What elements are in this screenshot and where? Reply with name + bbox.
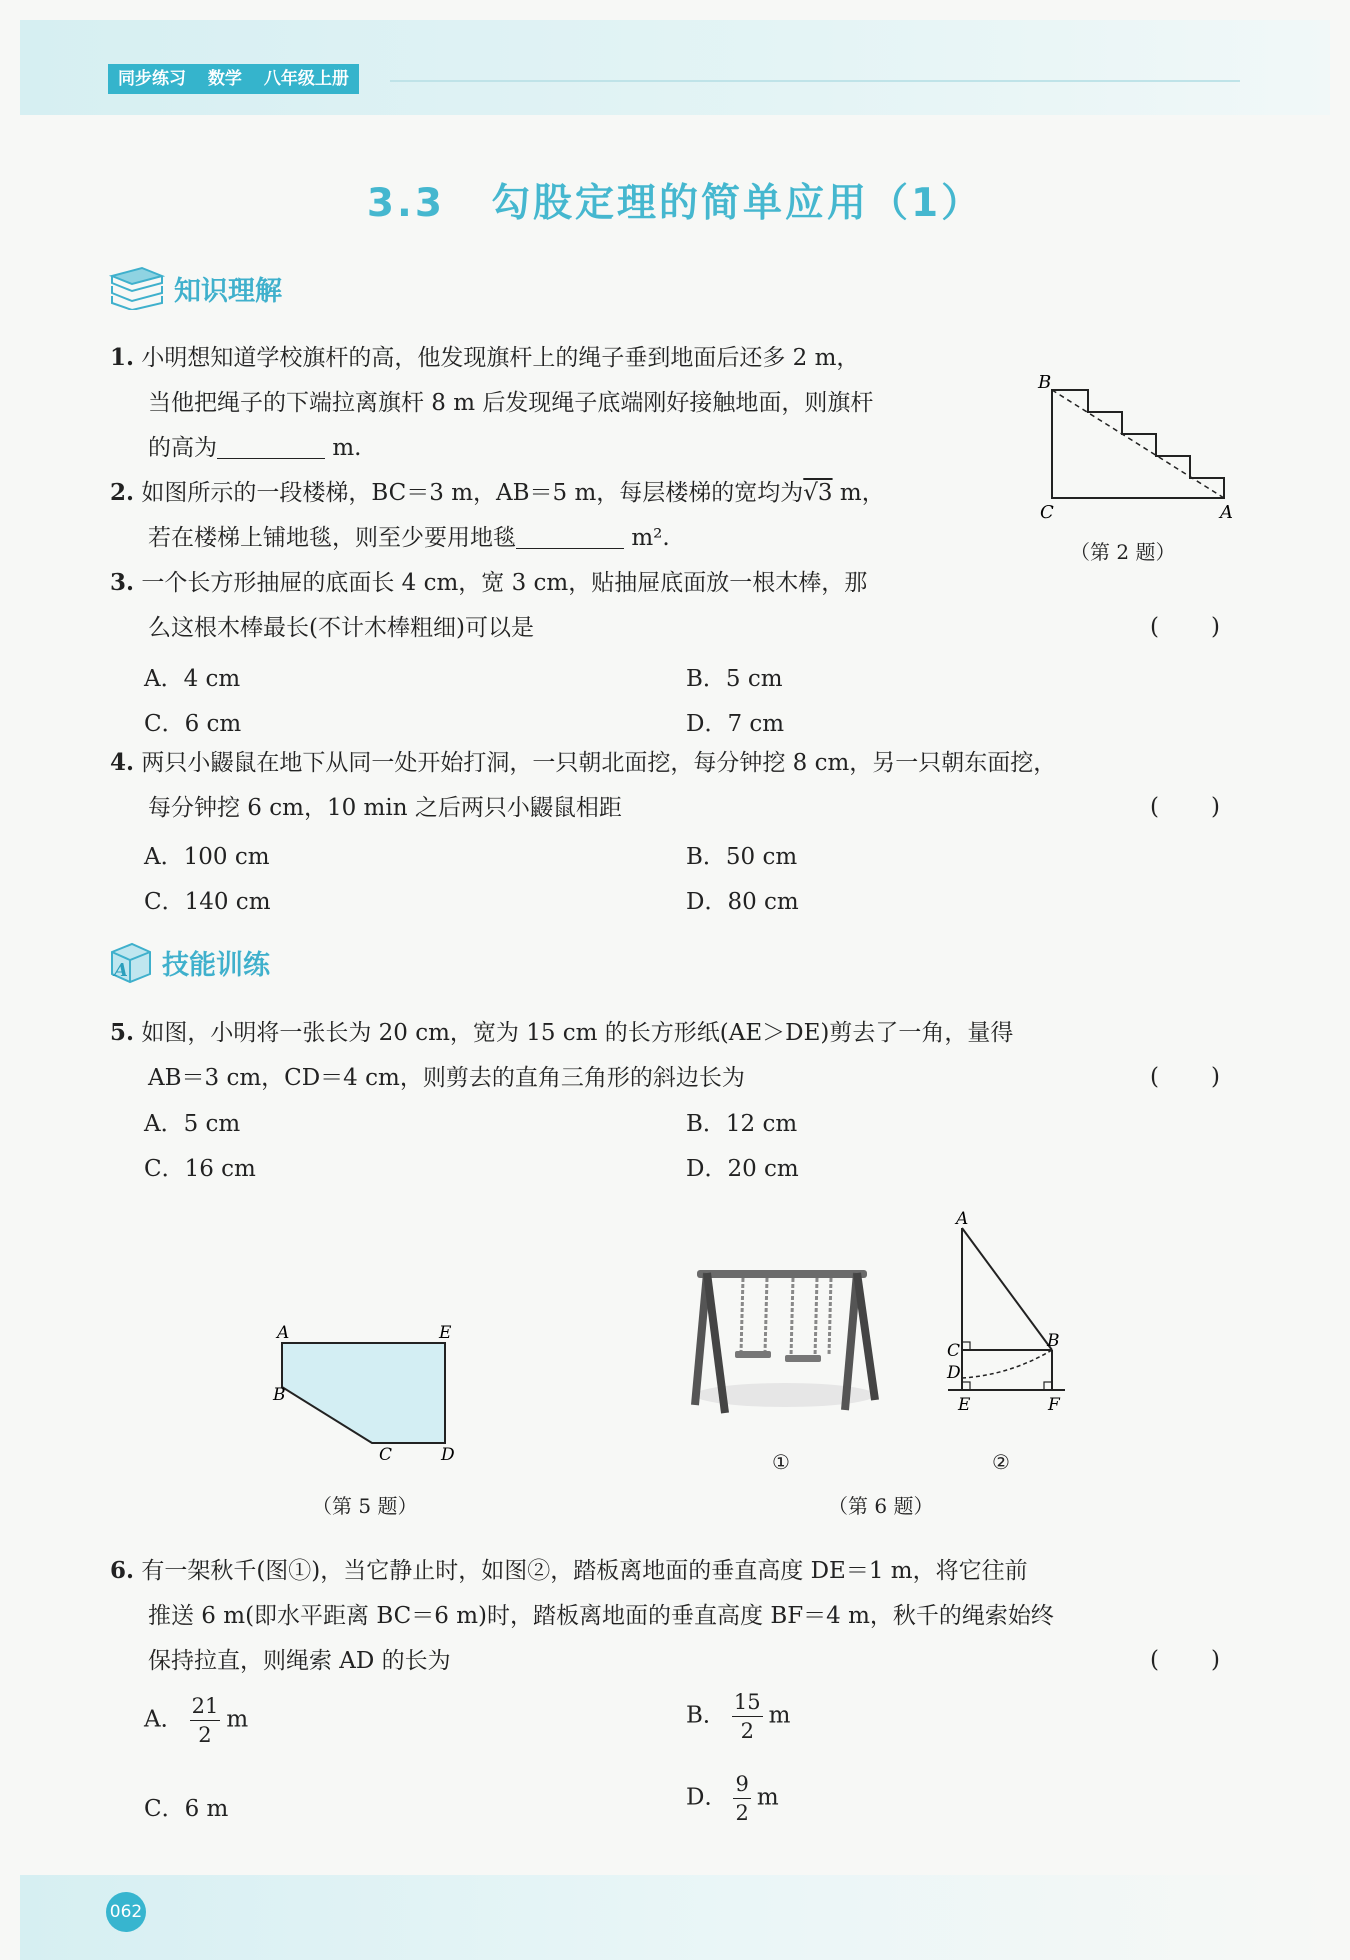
q6-d-label: D． bbox=[686, 1784, 728, 1811]
q6-line3: 保持拉直，则绳索 AD 的长为 bbox=[148, 1648, 451, 1674]
section-skills-heading bbox=[108, 940, 270, 984]
fig6-label-1: ① bbox=[772, 1450, 790, 1474]
q5-option-c[interactable]: C．16 cm bbox=[144, 1156, 256, 1182]
fig2-caption: （第 2 题） bbox=[1070, 540, 1176, 564]
q6-b-num: 15 bbox=[732, 1688, 763, 1717]
fig5-shape bbox=[282, 1343, 445, 1443]
q6-line1: 有一架秋千(图①)，当它静止时，如图②，踏板离地面的垂直高度 DE＝1 m，将它往前 bbox=[141, 1558, 1028, 1584]
q6-option-b[interactable] bbox=[686, 1688, 790, 1745]
q6-d-fraction bbox=[733, 1770, 750, 1827]
q6-option-a[interactable] bbox=[144, 1692, 248, 1749]
page-number: 062 bbox=[106, 1892, 146, 1932]
q6-answer-paren[interactable]: ( ) bbox=[1150, 1647, 1222, 1673]
q1-number: 1. bbox=[110, 344, 135, 371]
q3-option-a[interactable]: A．4 cm bbox=[144, 666, 241, 692]
q2-line2b: m². bbox=[631, 525, 670, 551]
fig5-label-D: D bbox=[441, 1445, 455, 1465]
subject-label: 数学 bbox=[207, 69, 242, 89]
q2-line2a: 若在楼梯上铺地毯，则至少要用地毯 bbox=[148, 525, 516, 551]
q3-line2: 么这根木棒最长(不计木棒粗细)可以是 bbox=[148, 615, 534, 641]
figure-q2-staircase bbox=[1030, 370, 1240, 530]
q4-option-b[interactable]: B．50 cm bbox=[686, 844, 798, 870]
fig5-caption: （第 5 题） bbox=[312, 1494, 418, 1518]
fig6-label-C: C bbox=[947, 1341, 961, 1361]
q5-option-a[interactable]: A．5 cm bbox=[144, 1111, 241, 1137]
cube-icon bbox=[108, 940, 154, 984]
q4-option-c[interactable]: C．140 cm bbox=[144, 889, 271, 915]
q6-a-fraction bbox=[190, 1692, 221, 1749]
q3-line1: 一个长方形抽屉的底面长 4 cm，宽 3 cm，贴抽屉底面放一根木棒，那 bbox=[141, 570, 868, 596]
fig6-label-B: B bbox=[1047, 1331, 1060, 1351]
q6-line2: 推送 6 m(即水平距离 BC＝6 m)时，踏板离地面的垂直高度 BF＝4 m，秋千的绳索始终 bbox=[148, 1603, 1054, 1629]
header-tag bbox=[108, 64, 359, 94]
q2-number: 2. bbox=[110, 479, 135, 506]
q6-number: 6. bbox=[110, 1557, 135, 1584]
q6-c-label: C．6 m bbox=[144, 1796, 229, 1822]
q6-b-fraction bbox=[732, 1688, 763, 1745]
section-number: 3.3 bbox=[366, 181, 445, 226]
section-skills-label: 技能训练 bbox=[162, 949, 270, 981]
question-4 bbox=[110, 740, 1250, 831]
grade-label: 八年级上册 bbox=[263, 69, 349, 89]
q3-number: 3. bbox=[110, 569, 135, 596]
q4-answer-paren[interactable]: ( ) bbox=[1150, 794, 1222, 820]
fig2-label-A: A bbox=[1220, 502, 1233, 523]
q1-line3a: 的高为 bbox=[148, 435, 217, 461]
q1-answer-blank[interactable] bbox=[217, 434, 325, 459]
q4-number: 4. bbox=[110, 749, 135, 776]
q5-option-b[interactable]: B．12 cm bbox=[686, 1111, 798, 1137]
q3-option-c[interactable]: C．6 cm bbox=[144, 711, 242, 737]
q5-number: 5. bbox=[110, 1019, 135, 1046]
q6-b-den: 2 bbox=[740, 1719, 754, 1743]
q5-answer-paren[interactable]: ( ) bbox=[1150, 1064, 1222, 1090]
q6-a-den: 2 bbox=[198, 1723, 212, 1747]
q3-option-d[interactable]: D．7 cm bbox=[686, 711, 785, 737]
section-knowledge-heading bbox=[108, 266, 282, 310]
section-knowledge-label: 知识理解 bbox=[174, 275, 282, 307]
q5-line2: AB＝3 cm，CD＝4 cm，则剪去的直角三角形的斜边长为 bbox=[148, 1065, 745, 1091]
series-label: 同步练习 bbox=[118, 69, 186, 89]
footer-band bbox=[20, 1875, 1330, 1960]
page-title bbox=[0, 172, 1350, 228]
q1-line2: 当他把绳子的下端拉离旗杆 8 m 后发现绳子底端刚好接触地面，则旗杆 bbox=[148, 390, 874, 416]
fig6-label-F: F bbox=[1048, 1395, 1060, 1415]
question-5 bbox=[110, 1010, 1250, 1101]
q6-a-num: 21 bbox=[190, 1692, 221, 1721]
question-3 bbox=[110, 560, 1030, 651]
section-title: 勾股定理的简单应用（1） bbox=[490, 181, 984, 226]
q4-option-d[interactable]: D．80 cm bbox=[686, 889, 799, 915]
q2-answer-blank[interactable] bbox=[516, 524, 624, 549]
fig2-label-B: B bbox=[1038, 372, 1052, 393]
fig5-label-A: A bbox=[277, 1323, 290, 1343]
q1-line1: 小明想知道学校旗杆的高，他发现旗杆上的绳子垂到地面后还多 2 m， bbox=[141, 345, 860, 371]
q2-line1b: m， bbox=[832, 480, 885, 506]
fig6-label-2: ② bbox=[992, 1450, 1010, 1474]
q4-option-a[interactable]: A．100 cm bbox=[144, 844, 270, 870]
q4-line2: 每分钟挖 6 cm，10 min 之后两只小鼹鼠相距 bbox=[148, 795, 622, 821]
figure-q5-paper bbox=[265, 1320, 465, 1470]
q5-line1: 如图，小明将一张长为 20 cm，宽为 15 cm 的长方形纸(AE＞DE)剪去了一角，量得 bbox=[141, 1020, 1014, 1046]
question-1 bbox=[110, 335, 1030, 471]
q1-line3b: m. bbox=[332, 435, 362, 461]
header-rule bbox=[390, 80, 1240, 82]
q6-d-num: 9 bbox=[733, 1770, 750, 1799]
q6-b-label: B． bbox=[686, 1702, 726, 1729]
q6-d-unit: m bbox=[756, 1784, 779, 1811]
books-icon bbox=[108, 266, 166, 310]
figure-q6-swing-set bbox=[685, 1245, 885, 1430]
fig5-label-C: C bbox=[379, 1445, 393, 1465]
fig6-label-A: A bbox=[956, 1210, 969, 1229]
fig6-caption: （第 6 题） bbox=[828, 1494, 934, 1518]
fig6-label-E: E bbox=[958, 1395, 971, 1415]
fig5-label-E: E bbox=[439, 1323, 452, 1343]
question-6 bbox=[110, 1548, 1250, 1684]
q2-sqrt: √3 bbox=[803, 480, 833, 506]
staircase-diagonal bbox=[1052, 390, 1224, 498]
q6-d-den: 2 bbox=[735, 1801, 749, 1825]
q6-a-label: A． bbox=[144, 1706, 184, 1733]
q6-option-d[interactable] bbox=[686, 1770, 779, 1827]
fig2-label-C: C bbox=[1040, 502, 1054, 523]
question-2 bbox=[110, 470, 1030, 561]
q6-option-c[interactable] bbox=[144, 1790, 228, 1823]
fig5-label-B: B bbox=[273, 1385, 286, 1405]
q3-option-b[interactable]: B．5 cm bbox=[686, 666, 783, 692]
q6-a-unit: m bbox=[226, 1706, 249, 1733]
q2-line1a: 如图所示的一段楼梯，BC＝3 m，AB＝5 m，每层楼梯的宽均为 bbox=[141, 480, 804, 506]
q3-answer-paren[interactable]: ( ) bbox=[1150, 614, 1222, 640]
figure-q6-geometry bbox=[930, 1210, 1070, 1425]
svg-text:A: A bbox=[114, 960, 128, 981]
fig6-label-D: D bbox=[947, 1363, 961, 1383]
q6-b-unit: m bbox=[768, 1702, 791, 1729]
q4-line1: 两只小鼹鼠在地下从同一处开始打洞，一只朝北面挖，每分钟挖 8 cm，另一只朝东面挖， bbox=[141, 750, 1057, 776]
q5-option-d[interactable]: D．20 cm bbox=[686, 1156, 799, 1182]
